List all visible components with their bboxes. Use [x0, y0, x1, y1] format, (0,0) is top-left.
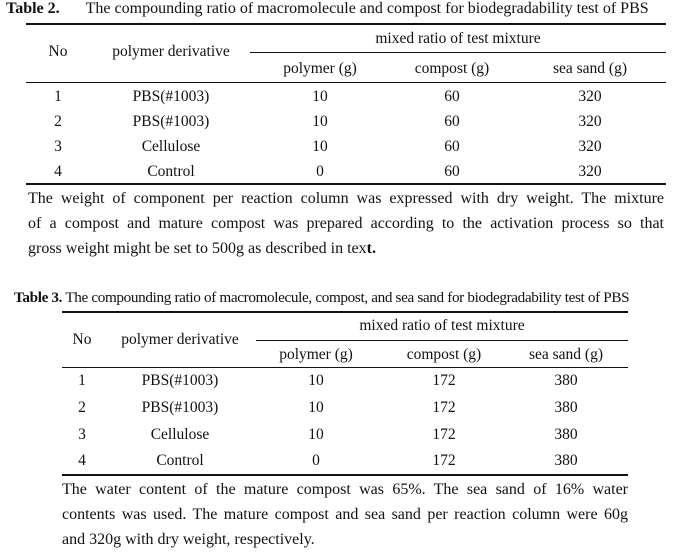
table2-cell-derivative: PBS(#1003) [132, 113, 210, 130]
table2-label: Table 2. [6, 0, 60, 17]
table2-cell-sand: 320 [578, 163, 602, 180]
table3-header-polymer: polymer (g) [279, 346, 353, 363]
table3-header-compost: compost (g) [406, 346, 482, 363]
table2-header-rule [26, 82, 666, 83]
table2-cell-no: 4 [54, 163, 62, 180]
table3-note [62, 477, 628, 552]
table3-header-rule [62, 367, 628, 368]
table2-cell-sand: 320 [578, 138, 602, 155]
table3-header-no: No [72, 331, 92, 348]
table2-cell-compost: 60 [444, 88, 460, 105]
table2-header-derivative: polymer derivative [112, 43, 230, 60]
table2-cell-polymer: 10 [312, 138, 328, 155]
table3-cell-no: 1 [78, 372, 86, 389]
table2-cell-derivative: Control [147, 163, 195, 180]
table2-note-line: The weight of component per reaction column was expressed with dry weight. The mixture [28, 190, 664, 207]
table2-cell-sand: 320 [578, 88, 602, 105]
table2-cell-no: 1 [54, 88, 62, 105]
table2-cell-compost: 60 [444, 138, 460, 155]
table2-cell-no: 3 [54, 138, 62, 155]
table3-cell-no: 3 [78, 426, 86, 443]
table3-note-line: contents was used. The mature compost and sea sand per reaction column were 60g [62, 506, 628, 523]
table2-note-line [28, 236, 664, 261]
table2-note-text: gross weight might be set to 500g as described in tex [28, 240, 367, 257]
table3-cell-compost: 172 [432, 399, 456, 416]
table3-note-line: The water content of the mature compost was 65%. The sea sand of 16% water [62, 481, 628, 498]
table2-cell-compost: 60 [444, 163, 460, 180]
table3-cell-derivative: PBS(#1003) [141, 399, 219, 416]
table2-cell-compost: 60 [444, 113, 460, 130]
table3-caption [14, 289, 629, 307]
table3-cell-derivative: PBS(#1003) [141, 372, 219, 389]
table2-note [28, 186, 664, 261]
table3-caption-text: The compounding ratio of macromolecule, compost, and sea sand for biodegradability test of PBS [65, 289, 630, 306]
table2-cell-derivative: Cellulose [141, 138, 201, 155]
table3-group-rule [256, 340, 628, 341]
table3-cell-sand: 380 [554, 399, 578, 416]
table3-header-sand: sea sand (g) [528, 346, 604, 363]
table3-top-rule [62, 311, 628, 313]
table2-cell-no: 2 [54, 113, 62, 130]
table3-cell-polymer: 0 [312, 452, 320, 469]
table3-note-line: and 320g with dry weight, respectively. [62, 531, 315, 548]
table3-cell-compost: 172 [432, 372, 456, 389]
table3-cell-polymer: 10 [308, 372, 324, 389]
table2-cell-polymer: 10 [312, 113, 328, 130]
table2-header-no: No [48, 43, 68, 60]
table3-cell-sand: 380 [554, 426, 578, 443]
table3-cell-sand: 380 [554, 452, 578, 469]
table2-caption-text: The compounding ratio of macromolecule and compost for biodegradability test of PBS [85, 0, 649, 17]
table3-header-derivative: polymer derivative [121, 331, 239, 348]
table2-cell-sand: 320 [578, 113, 602, 130]
table3-cell-no: 2 [78, 399, 86, 416]
table2-header-group: mixed ratio of test mixture [375, 30, 541, 47]
table3-header-group: mixed ratio of test mixture [359, 317, 525, 334]
table3-cell-sand: 380 [554, 372, 578, 389]
table3-cell-compost: 172 [432, 452, 456, 469]
table3-label: Table 3. [14, 289, 63, 306]
table3-cell-derivative: Cellulose [150, 426, 210, 443]
table2-cell-polymer: 0 [316, 163, 324, 180]
table3-bottom-rule [62, 474, 628, 476]
table2-header-sand: sea sand (g) [552, 60, 628, 77]
table3-cell-polymer: 10 [308, 399, 324, 416]
table2-bottom-rule [26, 183, 666, 185]
table2-note-bold: t. [366, 240, 376, 257]
table3-cell-polymer: 10 [308, 426, 324, 443]
table2-header-polymer: polymer (g) [283, 60, 357, 77]
table2-cell-polymer: 10 [312, 88, 328, 105]
table3-cell-compost: 172 [432, 426, 456, 443]
table2-cell-derivative: PBS(#1003) [132, 88, 210, 105]
table3-cell-no: 4 [78, 452, 86, 469]
table2-caption [6, 0, 649, 18]
table2-note-line: of a compost and mature compost was prepared according to the activation process so that [28, 215, 664, 232]
table2-top-rule [26, 23, 666, 25]
table2-group-rule [250, 52, 666, 53]
table3-cell-derivative: Control [156, 452, 204, 469]
table2-header-compost: compost (g) [414, 60, 490, 77]
